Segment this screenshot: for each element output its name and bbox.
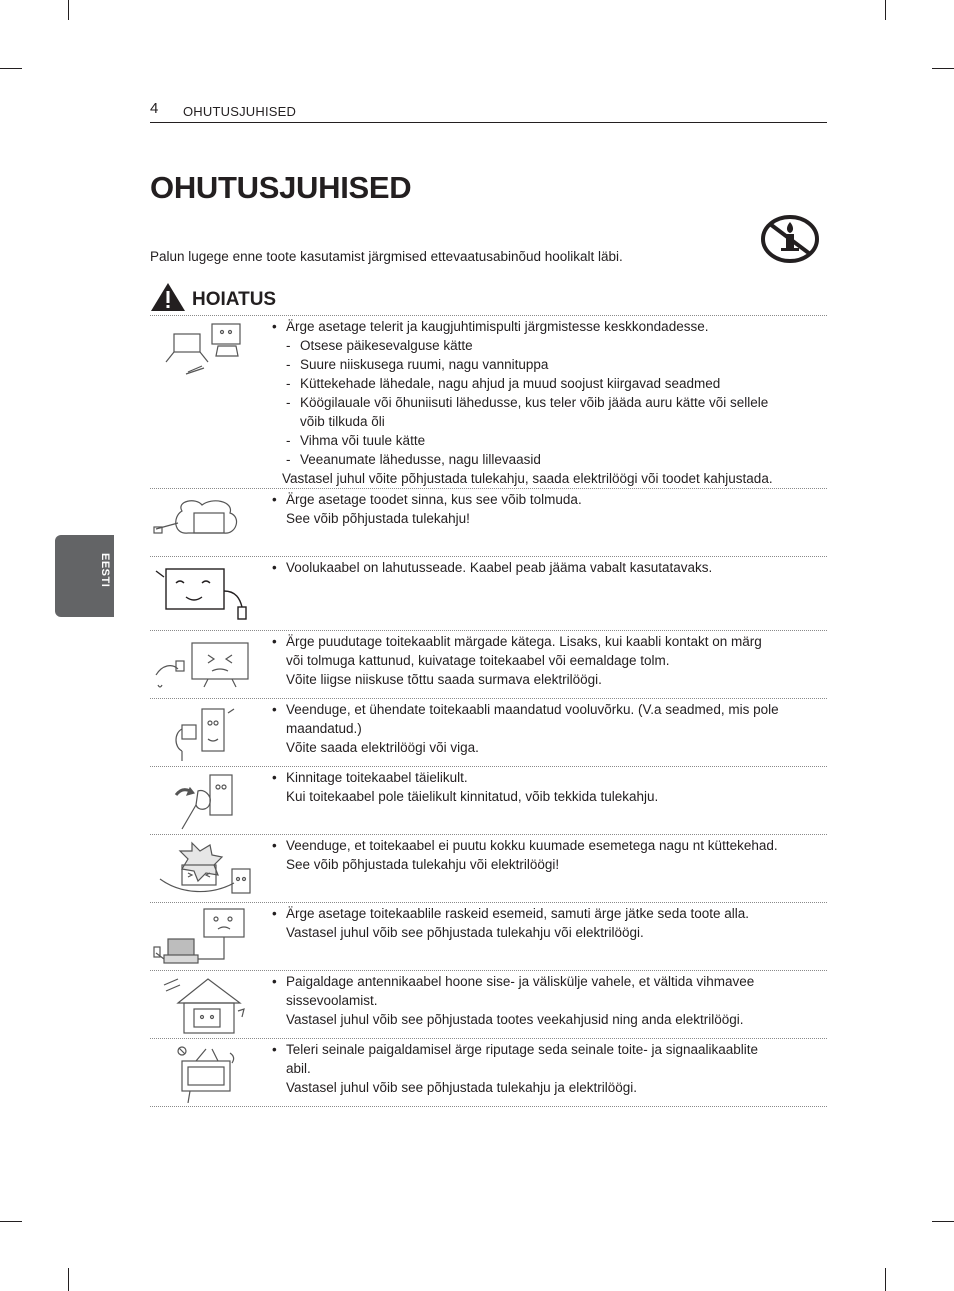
warning-text — [272, 1040, 817, 1097]
warning-text — [272, 700, 817, 757]
grounded-outlet-illustration — [152, 703, 258, 763]
sub-item: - Otsese päikesevalguse kätte — [272, 336, 817, 355]
consequence-text: Võite liigse niiskuse tõttu saada surmava elektrilöögi. — [286, 672, 602, 687]
consequence-text: Vastasel juhul võite põhjustada tulekahju, saada elektrilöögi või toodet kahjustada. — [282, 471, 773, 486]
warning-row — [150, 970, 827, 1039]
antenna-house-illustration — [152, 975, 258, 1035]
language-tab-label: EESTI — [99, 553, 111, 588]
consequence-text: Vastasel juhul võib see põhjustada tulekahju või elektrilöögi. — [286, 925, 644, 940]
consequence-text: või tolmuga kattunud, kuivatage toitekaabel või eemaldage tolm. — [286, 653, 670, 668]
crop-mark — [68, 1268, 69, 1291]
sub-item-continuation: võib tilkuda õli — [300, 414, 385, 429]
warning-row — [150, 1038, 827, 1107]
warning-row — [150, 488, 827, 557]
bullet-item: • Ärge asetage toitekaablile raskeid esemeid, samuti ärge jätke seda toote alla. — [272, 904, 817, 923]
crop-mark — [885, 0, 886, 20]
page-number: 4 — [150, 100, 159, 117]
consequence-text: See võib põhjustada tulekahju! — [286, 511, 470, 526]
bullet-item: • Voolukaabel on lahutusseade. Kaabel peab jääma vabalt kasutatavaks. — [272, 558, 817, 577]
tv-dust-illustration — [152, 493, 258, 553]
warning-text — [272, 768, 817, 806]
consequence-text: abil. — [286, 1061, 311, 1076]
warning-text — [272, 836, 817, 874]
crop-mark — [68, 0, 69, 20]
warning-text — [272, 317, 817, 488]
sub-item: - Veeanumate lähedusse, nagu lillevaasid — [272, 450, 817, 469]
warning-row — [150, 698, 827, 767]
consequence-text: sissevoolamist. — [286, 993, 378, 1008]
warning-triangle-icon — [150, 282, 186, 312]
warning-row — [150, 834, 827, 903]
warning-row — [150, 556, 827, 631]
bullet-item: • Ärge puudutage toitekaablit märgade kätega. Lisaks, kui kaabli kontakt on märg — [272, 632, 817, 651]
bullet-item: • Ärge asetage toodet sinna, kus see võib tolmuda. — [272, 490, 817, 509]
bullet-item: • Veenduge, et ühendate toitekaabli maandatud vooluvõrku. (V.a seadmed, mis pole — [272, 700, 817, 719]
consequence-text: Vastasel juhul võib see põhjustada tulekahju ja elektrilöögi. — [286, 1080, 637, 1095]
heavy-object-cable-illustration — [152, 907, 258, 967]
bullet-item: • Paigaldage antennikaabel hoone sise- ja väliskülje vahele, et vältida vihmavee — [272, 972, 817, 991]
consequence-text: Võite saada elektrilöögi või viga. — [286, 740, 479, 755]
wall-mount-cable-illustration — [152, 1043, 258, 1103]
warning-label: HOIATUS — [192, 289, 277, 310]
warning-text — [272, 632, 817, 689]
warning-row — [150, 902, 827, 971]
warning-row — [150, 630, 827, 699]
warning-heading — [150, 282, 276, 312]
warning-row — [150, 315, 827, 489]
running-title: OHUTUSJUHISED — [183, 104, 297, 119]
crop-mark — [0, 68, 22, 69]
sub-item: - Vihma või tuule kätte — [272, 431, 817, 450]
sub-item: - Suure niiskusega ruumi, nagu vannituppa — [272, 355, 817, 374]
cable-heater-illustration — [152, 839, 258, 899]
language-tab — [55, 535, 114, 617]
crop-mark — [0, 1221, 22, 1222]
warning-text — [272, 972, 817, 1029]
warning-text — [272, 490, 817, 528]
crop-mark — [932, 1221, 954, 1222]
consequence-text: Vastasel juhul võib see põhjustada tootes veekahjusid ning anda elektrilöögi. — [286, 1012, 744, 1027]
warning-text — [272, 904, 817, 942]
warning-text — [272, 558, 817, 577]
sub-item: - Köögilauale või õhuniisuti lähedusse, kus teler võib jääda auru kätte või sellele — [272, 393, 817, 412]
no-open-flame-icon — [760, 214, 820, 264]
warning-row — [150, 766, 827, 835]
crop-mark — [932, 68, 954, 69]
crop-mark — [885, 1268, 886, 1291]
page-title: OHUTUSJUHISED — [150, 170, 412, 205]
bullet-item: • Kinnitage toitekaabel täielikult. — [272, 768, 817, 787]
sub-item: - Küttekehade lähedale, nagu ahjud ja muud soojust kiirgavad seadmed — [272, 374, 817, 393]
intro-text: Palun lugege enne toote kasutamist järgmised ettevaatusabinõud hoolikalt läbi. — [150, 249, 623, 264]
bullet-item: • Ärge asetage telerit ja kaugjuhtimispulti järgmistesse keskkondadesse. — [272, 317, 817, 336]
consequence-text: See võib põhjustada tulekahju või elektrilöögi! — [286, 857, 560, 872]
consequence-text: maandatud.) — [286, 721, 362, 736]
plug-insert-illustration — [152, 771, 258, 831]
tv-sun-heater-illustration — [152, 320, 258, 380]
page-header — [150, 100, 827, 123]
bullet-item: • Veenduge, et toitekaabel ei puutu kokku kuumade esemetega nagu nt küttekehad. — [272, 836, 817, 855]
wet-hands-plug-illustration — [152, 635, 258, 695]
tv-plug-access-illustration — [152, 561, 258, 621]
consequence-text: Kui toitekaabel pole täielikult kinnitatud, võib tekkida tulekahju. — [286, 789, 659, 804]
bullet-item: • Teleri seinale paigaldamisel ärge riputage seda seinale toite- ja signaalikaablite — [272, 1040, 817, 1059]
